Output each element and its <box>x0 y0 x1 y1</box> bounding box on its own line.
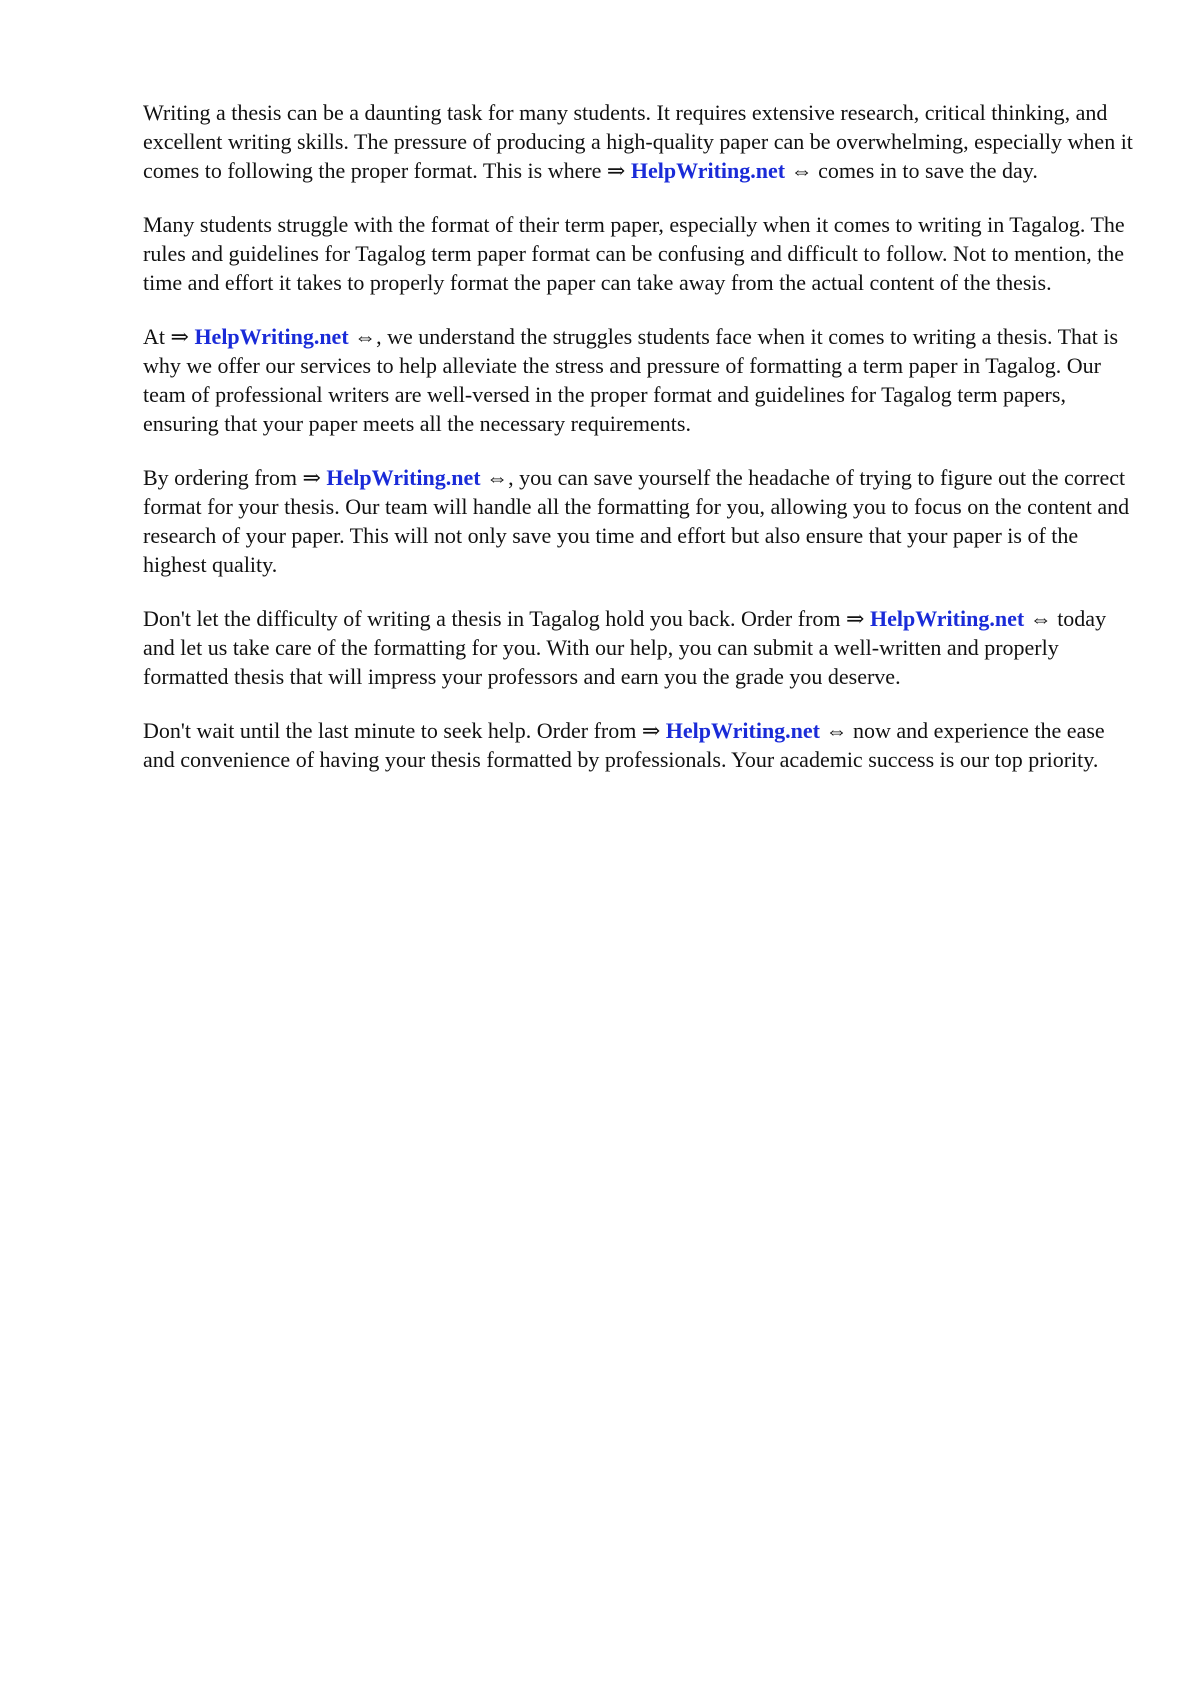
helpwriting-link[interactable]: HelpWriting.net <box>194 324 349 349</box>
paragraph-text: ⇔ now and experience the ease and convenience of having your thesis formatted by professionals. Your academic success is our top priority. <box>143 718 1105 772</box>
paragraph-6 <box>143 716 1133 774</box>
helpwriting-link[interactable]: HelpWriting.net <box>630 158 786 183</box>
paragraph-text: Writing a thesis can be a daunting task for many students. It requires extensive research, critical thinking, and excellent writing skills. The pressure of producing a high-quality paper can be overwhelming, especially when it comes to following the proper format. This is where ⇒ <box>143 100 1133 183</box>
paragraph-4 <box>143 463 1133 579</box>
paragraph-3 <box>143 322 1133 438</box>
paragraph-text: At ⇒ <box>143 324 195 349</box>
document-body <box>143 98 1133 799</box>
helpwriting-link[interactable]: HelpWriting.net <box>869 606 1025 631</box>
paragraph-text: ⇔, you can save yourself the headache of trying to figure out the correct format for your thesis. Our team will handle all the formatting for you, allowing you to focus on the content and research of your paper. This will not only save you time and effort but also ensure that your paper is of the highest quality. <box>143 465 1130 577</box>
helpwriting-link[interactable]: HelpWriting.net <box>665 718 821 743</box>
paragraph-1 <box>143 98 1133 185</box>
paragraph-text: By ordering from ⇒ <box>143 465 327 490</box>
paragraph-text: Don't wait until the last minute to seek help. Order from ⇒ <box>143 718 666 743</box>
helpwriting-link[interactable]: HelpWriting.net <box>326 465 481 490</box>
paragraph-5 <box>143 604 1133 691</box>
paragraph-text: ⇔, we understand the struggles students face when it comes to writing a thesis. That is why we offer our services to help alleviate the stress and pressure of formatting a term paper in Tagalog. Our team of professional writers are well-versed in the proper format and guidelines for Tagalog term papers, ensuring that your paper meets all the necessary requirements. <box>143 324 1119 436</box>
paragraph-text: ⇔ today and let us take care of the formatting for you. With our help, you can submit a well-written and properly formatted thesis that will impress your professors and earn you the grade you deserve. <box>143 606 1107 689</box>
paragraph-text: Don't let the difficulty of writing a thesis in Tagalog hold you back. Order from ⇒ <box>143 606 870 631</box>
paragraph-2 <box>143 210 1133 297</box>
paragraph-text: ⇔ comes in to save the day. <box>785 158 1038 183</box>
paragraph-text: Many students struggle with the format of their term paper, especially when it comes to writing in Tagalog. The rules and guidelines for Tagalog term paper format can be confusing and difficult to follow. Not to mention, the time and effort it takes to properly format the paper can take away from the actual content of the thesis. <box>143 212 1125 295</box>
